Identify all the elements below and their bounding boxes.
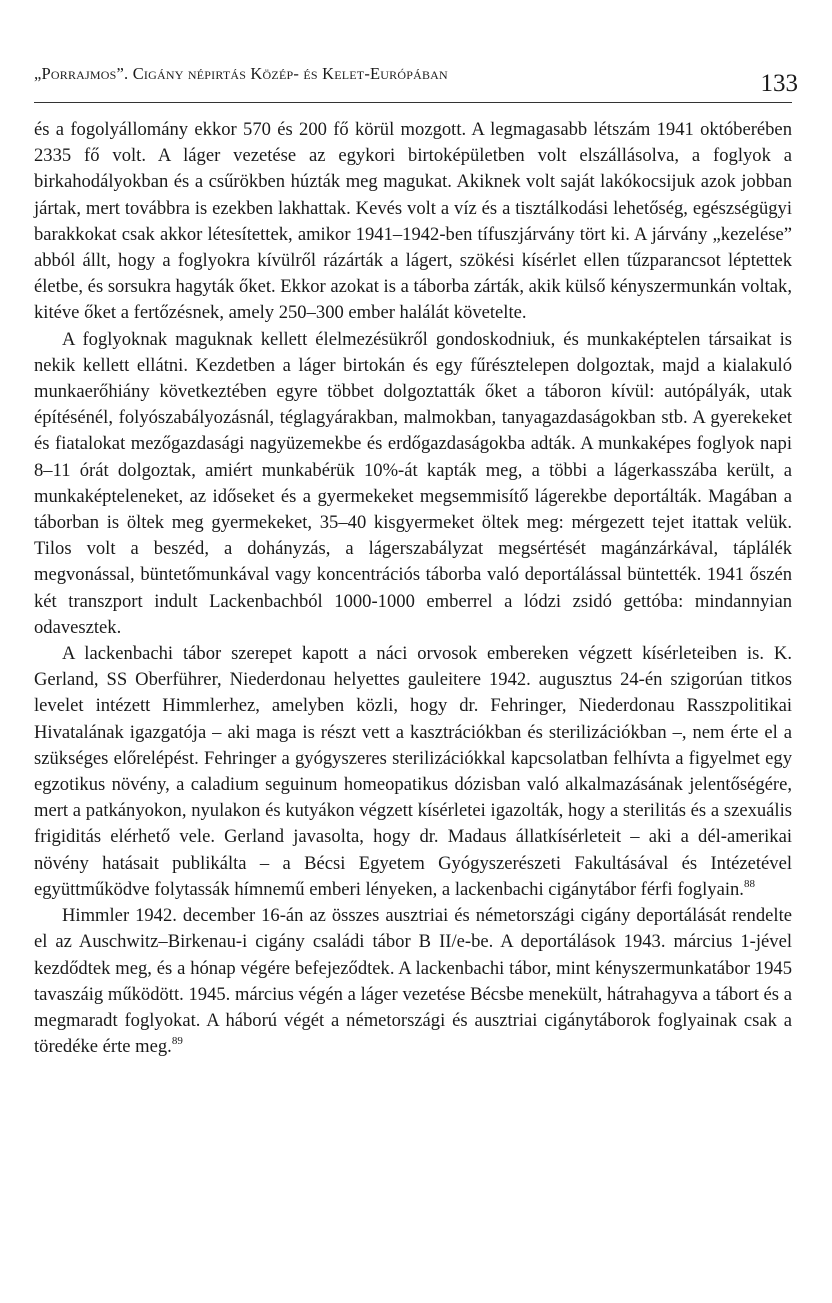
running-title: „Porrajmos”. Cigány népirtás Közép- és Kelet-Európában xyxy=(34,64,448,83)
paragraph-text: és a fogolyállomány ekkor 570 és 200 fő körül mozgott. A legmagasabb létszám 1941 októberében 2335 fő volt. A láger vezetése az egykori birtoképületben volt elszállásolva, a foglyok a birkahodályokban és a csűrökben húzták meg magukat. Akiknek volt saját lakókocsijuk azok jobban jártak, mert továbbra is ezekben lakhattak. Kevés volt a víz és a tisztálkodási lehetőség, egészségügyi barakkokat csak akkor létesítettek, amikor 1941–1942-ben tífuszjárvány tört ki. A járvány „kezelése” abból állt, hogy a foglyokra kívülről rázárták a lágert, szökési kísérlet ellen tűzparancsot léptettek életbe, és sorsukra hagyták őket. Ekkor azokat is a táborba zárták, akik külső kényszermunkán voltak, kitéve őket a fertőzésnek, amely 250–300 ember halálát követelte. xyxy=(34,119,792,324)
paragraph-text: Himmler 1942. december 16-án az összes ausztriai és németországi cigány deportálását rendelte el az Auschwitz–Birkenau-i cigány családi tábor B II/e-be. A deportálások 1943. március 1-jével kezdődtek meg, és a hónap végére befejeződtek. A lackenbachi tábor, mint kényszermunkatábor 1945 tavaszáig működött. 1945. március végén a láger vezetése Bécsbe menekült, hátrahagyva a tábort és a megmaradt foglyokat. A háború végét a németországi és ausztriai cigánytáborok foglyainak csak a töredéke érte meg. xyxy=(34,905,792,1058)
running-header xyxy=(34,58,798,103)
paragraph-text: A foglyoknak maguknak kellett élelmezésükről gondoskodniuk, és munkaképtelen társaikat is nekik kellett ellátni. Kezdetben a láger birtokán és egy fűrésztelepen dolgoztak, majd a kialakuló munkaerőhiány következtében egyre többet dolgoztatták őket a táboron kívül: autópályák, utak építésénél, folyószabályozásnál, téglagyárakban, malmokban, tanyagazdaságokban stb. A gyerekeket és fiatalokat mezőgazdasági nagyüzemekbe és erdőgazdaságokba adták. A munkaképes foglyok napi 8–11 órát dolgoztak, amiért munkabérük 10%-át kapták meg, a többi a lágerkasszába került, a munkaképteleneket, az időseket és a gyermekeket megsemmisítő lágerekbe deportálták. Magában a táborban is öltek meg gyermekeket, 35–40 kisgyermeket öltek meg: mérgezett tejet itattak velük. Tilos volt a beszéd, a dohányzás, a lágerszabályzat megsértését magánzárkával, táplálék megvonással, büntetőmunkával vagy koncentrációs táborba való deportálással büntették. 1941 őszén két transzport indult Lackenbachból 1000-1000 emberrel a lódzi zsidó gettóba: mindannyian odavesztek. xyxy=(34,328,792,638)
body-text xyxy=(34,117,792,1060)
footnote-marker-89: 89 xyxy=(171,1035,183,1048)
footnote-marker-88: 88 xyxy=(743,877,755,890)
book-page xyxy=(34,58,798,1060)
paragraph-3 xyxy=(34,641,792,903)
page-number: 133 xyxy=(760,70,798,97)
paragraph-4 xyxy=(34,903,792,1060)
paragraph-text: A lackenbachi tábor szerepet kapott a náci orvosok embereken végzett kísérleteiben is. K. Gerland, SS Oberführer, Niederdonau helyettes gauleitere 1942. augusztus 24-én szigorúan titkos levelet intézett Himmlerhez, amelyben közli, hogy dr. Fehringer, Niederdonau Rasszpolitikai Hivatalának igazgatója – aki maga is részt vett a kasztrációkban és sterilizációkban –, nem érte el a szükséges előrelépést. Fehringer a gyógyszeres sterilizációkkal kapcsolatban felhívta a figyelmet egy egzotikus növény, a caladium seguinum homeopatikus dózisban való alkalmazásának jelentőségére, mert a patkányokon, nyulakon és kutyákon végzett kísérletei igazolták, hogy a sterilitás és a szexuális frigiditás elérhető vele. Gerland javasolta, hogy dr. Madaus állatkísérleteit – aki a dél-amerikai növény hatásait publikálta – a Bécsi Egyetem Gyógyszerészeti Fakultásával és Intézetével együttműködve folytassák hímnemű emberi lényeken, a lackenbachi cigánytábor férfi foglyain. xyxy=(34,643,792,900)
paragraph-2 xyxy=(34,327,792,641)
paragraph-1 xyxy=(34,117,792,327)
